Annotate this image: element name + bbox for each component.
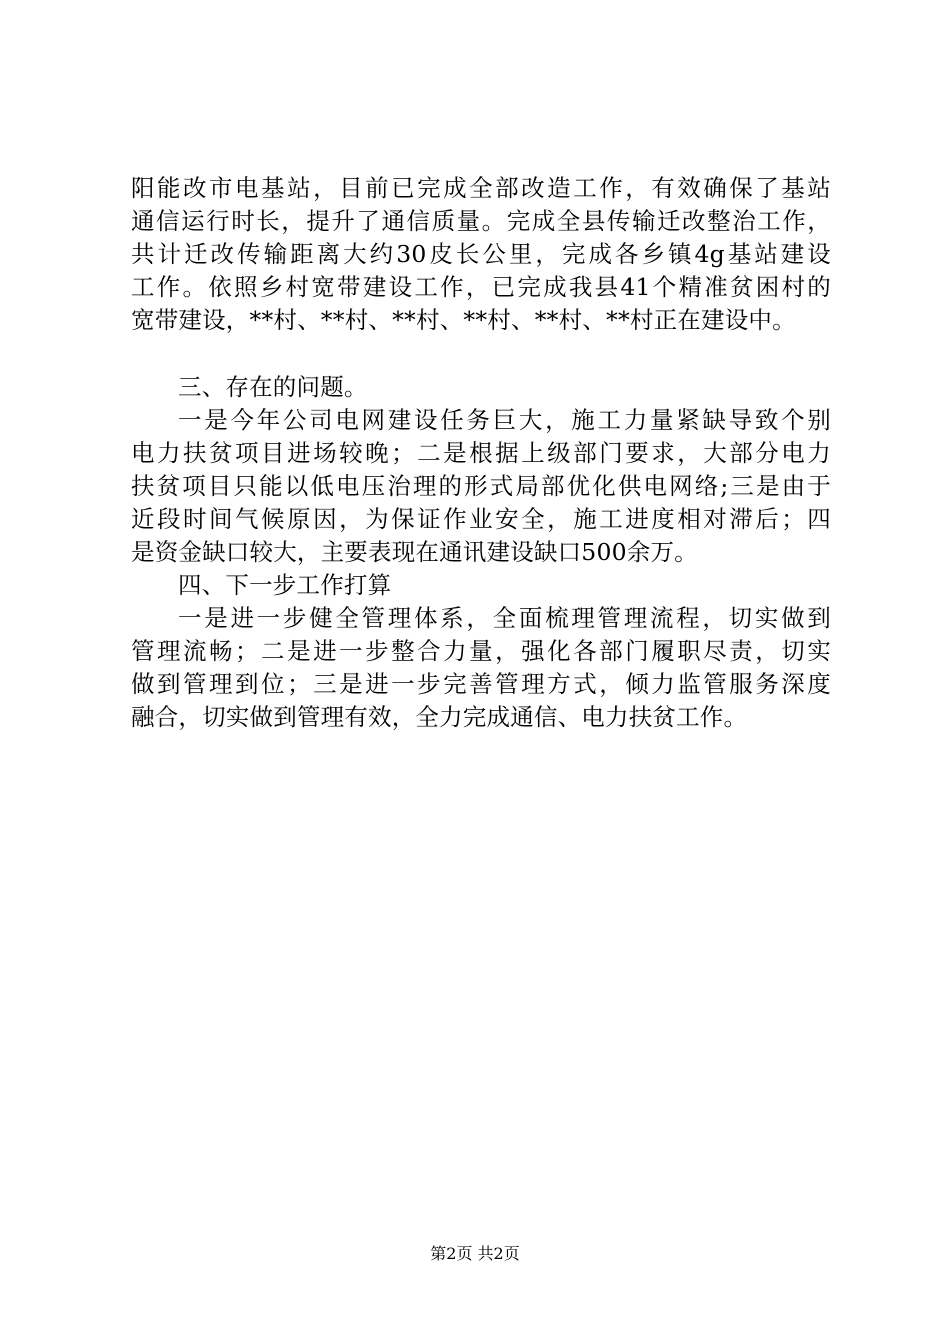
paragraph-line: 做到管理到位；三是进一步完善管理方式，倾力监管服务深度 <box>131 670 831 698</box>
paragraph-line: 扶贫项目只能以低电压治理的形式局部优化供电网络;三是由于 <box>131 472 831 500</box>
paragraph-line: 工作。依照乡村宽带建设工作，已完成我县41个精准贫困村的 <box>131 273 831 301</box>
paragraph-continuation <box>131 172 831 337</box>
paragraph-line: 宽带建设，**村、**村、**村、**村、**村、**村正在建设中。 <box>131 306 796 334</box>
section-heading: 三、存在的问题。 <box>178 373 368 401</box>
paragraph-line: 一是今年公司电网建设任务巨大，施工力量紧缺导致个别 <box>178 406 831 434</box>
paragraph-line: 是资金缺口较大，主要表现在通讯建设缺口500余万。 <box>131 538 698 566</box>
section-heading: 四、下一步工作打算 <box>178 571 392 599</box>
paragraph-line: 阳能改市电基站，目前已完成全部改造工作，有效确保了基站 <box>131 174 831 202</box>
paragraph-line: 管理流畅；二是进一步整合力量，强化各部门履职尽责，切实 <box>131 637 831 665</box>
paragraph-line: 电力扶贫项目进场较晚；二是根据上级部门要求，大部分电力 <box>131 439 831 467</box>
paragraph-line: 融合，切实做到管理有效，全力完成通信、电力扶贫工作。 <box>131 703 748 731</box>
paragraph-line: 近段时间气候原因，为保证作业安全，施工进度相对滞后；四 <box>131 505 831 533</box>
page-number-footer: 第2页 共2页 <box>430 1244 520 1263</box>
paragraph-spacer <box>131 337 831 371</box>
section-next-steps <box>131 569 831 734</box>
paragraph-line: 共计迁改传输距离大约30皮长公里，完成各乡镇4g基站建设 <box>131 240 831 268</box>
paragraph-line: 通信运行时长，提升了通信质量。完成全县传输迁改整治工作， <box>131 207 831 235</box>
paragraph-line: 一是进一步健全管理体系，全面梳理管理流程，切实做到 <box>178 604 831 632</box>
section-problems <box>131 371 831 569</box>
document-body <box>131 172 831 734</box>
